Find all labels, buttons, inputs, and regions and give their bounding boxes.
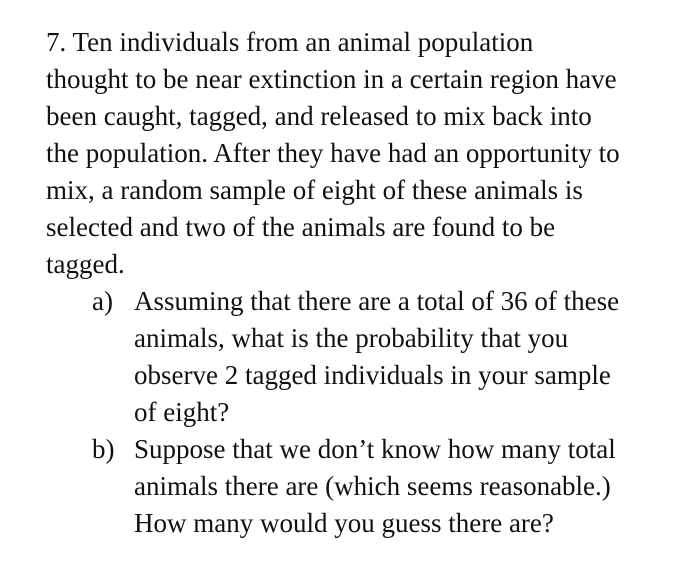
problem-line-5: mix, a random sample of eight of these animals is	[46, 175, 583, 205]
problem-line-6: selected and two of the animals are found to be	[46, 212, 556, 242]
part-b-label: b)	[92, 434, 115, 464]
part-a-line-1: Assuming that there are a total of 36 of these	[134, 286, 620, 316]
problem-line-7: tagged.	[46, 249, 125, 279]
problem-line-4: the population. After they have had an opportunity to	[46, 138, 620, 168]
part-a-line-4: of eight?	[134, 397, 230, 427]
problem-line-2: thought to be near extinction in a certain region have	[46, 64, 617, 94]
part-a-line-2: animals, what is the probability that you	[134, 323, 569, 353]
part-b-line-2: animals there are (which seems reasonable.)	[134, 471, 611, 501]
part-b-line-1: Suppose that we don’t know how many total	[134, 434, 616, 464]
part-a-label: a)	[92, 286, 113, 316]
part-b-line-3: How many would you guess there are?	[134, 508, 554, 538]
problem-line-1: 7. Ten individuals from an animal population	[46, 27, 534, 57]
problem-line-3: been caught, tagged, and released to mix back into	[46, 101, 592, 131]
part-a-line-3: observe 2 tagged individuals in your sample	[134, 360, 611, 390]
